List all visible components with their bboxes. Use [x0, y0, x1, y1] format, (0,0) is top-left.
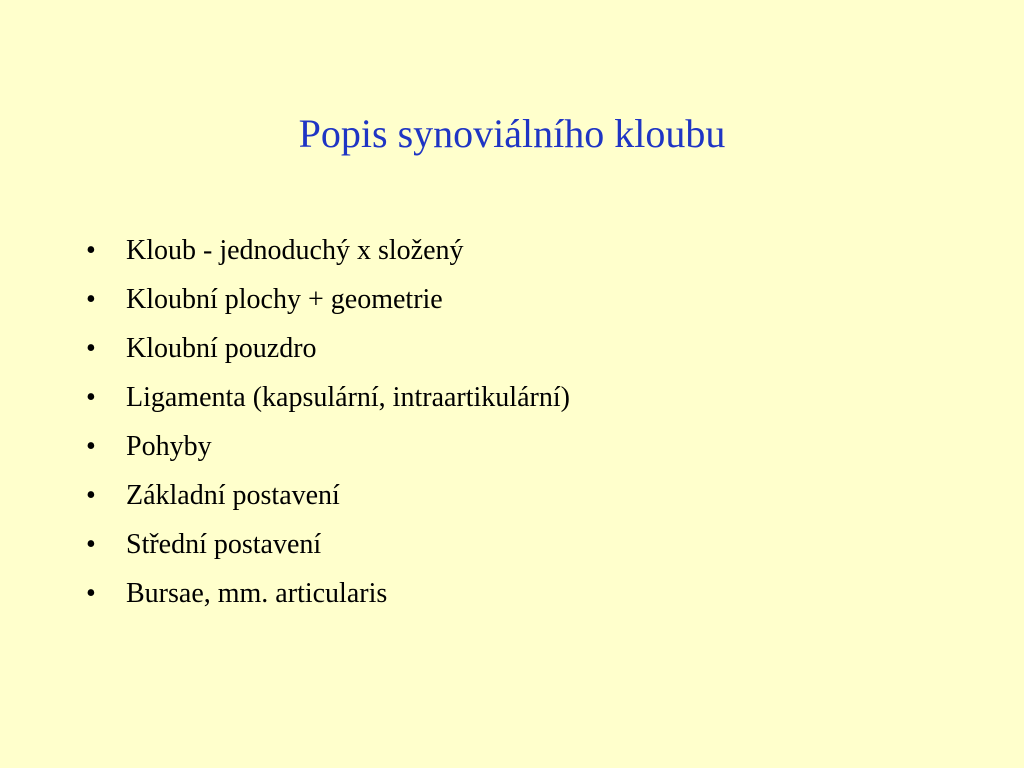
bullet-icon: • [86, 333, 96, 364]
list-item-text: Kloubní pouzdro [126, 333, 317, 364]
list-item-text: Pohyby [126, 431, 212, 462]
list-item-text: Základní postavení [126, 480, 340, 511]
bullet-icon: • [86, 578, 96, 609]
list-item-text: Střední postavení [126, 529, 322, 560]
list-item-text: Ligamenta (kapsulární, intraartikulární) [126, 382, 570, 413]
slide-title: Popis synoviálního kloubu [298, 111, 726, 156]
list-item-text: Kloubní plochy + geometrie [126, 284, 443, 315]
bullet-icon: • [86, 431, 96, 462]
bullet-icon: • [86, 480, 96, 511]
bullet-icon: • [86, 382, 96, 413]
list-item-text: Bursae, mm. articularis [126, 578, 388, 609]
list-item-text: Kloub - jednoduchý x složený [126, 235, 464, 266]
bullet-icon: • [86, 284, 96, 315]
bullet-icon: • [86, 529, 96, 560]
bullet-icon: • [86, 235, 96, 266]
